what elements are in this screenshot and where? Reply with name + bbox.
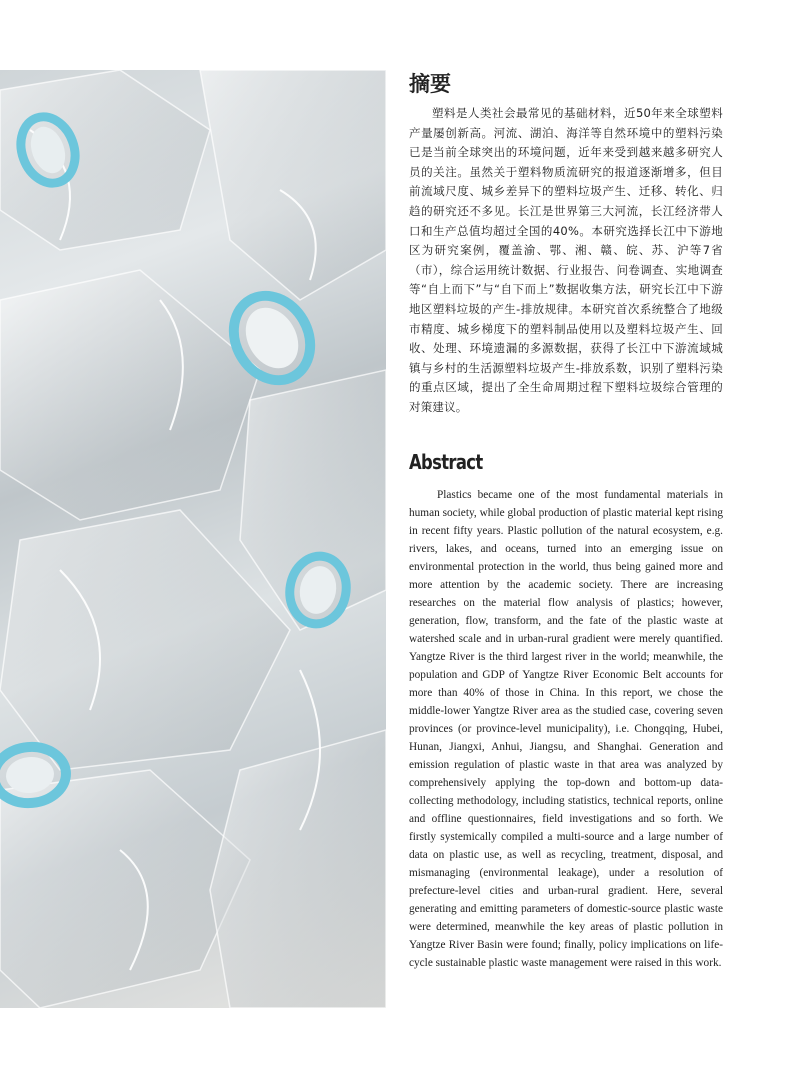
plastic-bottles-photo [0,70,386,1008]
bottle-illustration [0,70,386,1008]
crumpled-plastic [0,70,386,1008]
english-abstract-heading: Abstract [409,449,483,474]
chinese-abstract-heading: 摘要 [409,72,451,96]
abstract-column [409,68,723,972]
english-abstract-text: Plastics became one of the most fundamental materials in human society, while global production of plastic material kept rising in recent fifty years. Plastic pollution of the natural ecosystem, e.g. rivers, lakes, and oceans, turned into an emerging issue on environmental protection in the world, thus being gained more and more attention by the academic society. There are increasing researches on the material flow analysis of plastics; however, generation, flow, transform, and the fate of the plastic waste at watershed scale and in urban-rural gradient were merely quantified. Yangtze River is the third largest river in the world; meanwhile, the population and GDP of Yangtze River Economic Belt accounts for more than 40% of those in China. In this report, we chose the middle-lower Yangtze River area as the studied case, covering seven provinces (or province-level municipality), i.e. Chongqing, Hubei, Hunan, Jiangxi, Anhui, Jiangsu, and Shanghai. Generation and emission regulation of plastic waste in that area was analyzed by comprehensively applying the top-down and bottom-up data-collecting methodology, including statistics, technical reports, online and offline questionnaires, field investigations and so forth. We firstly systemically compiled a multi-source and a large number of data on plastic use, as well as recycling, treatment, disposal, and mismanaging (environmental leakage), under a resolution of prefecture-level cities and urban-rural gradient. Here, several generating and emitting parameters of domestic-source plastic waste were determined, meanwhile the key areas of plastic pollution in Yangtze River Basin were found; finally, policy implications on life-cycle sustainable plastic waste management were raised in this work. [409,488,723,969]
chinese-abstract-text: 塑料是人类社会最常见的基础材料，近50年来全球塑料产量屡创新高。河流、湖泊、海洋等自然环境中的塑料污染已是当前全球突出的环境问题，近年来受到越来越多研究人员的关注。虽然关于塑料物质流研究的报道逐渐增多，但目前流域尺度、城乡差异下的塑料垃圾产生、迁移、转化、归趋的研究还不多见。长江是世界第三大河流，长江经济带人口和生产总值均超过全国的40%。本研究选择长江中下游地区为研究案例，覆盖渝、鄂、湘、赣、皖、苏、沪等7省（市），综合运用统计数据、行业报告、问卷调查、实地调查等“自上而下”与“自下而上”数据收集方法，研究长江中下游地区塑料垃圾的产生-排放规律。本研究首次系统整合了地级市精度、城乡梯度下的塑料制品使用以及塑料垃圾产生、回收、处理、环境遗漏的多源数据，获得了长江中下游流域城镇与乡村的生活源塑料垃圾产生-排放系数，识别了塑料污染的重点区域，提出了全生命周期过程下塑料垃圾综合管理的对策建议。 [409,106,723,414]
